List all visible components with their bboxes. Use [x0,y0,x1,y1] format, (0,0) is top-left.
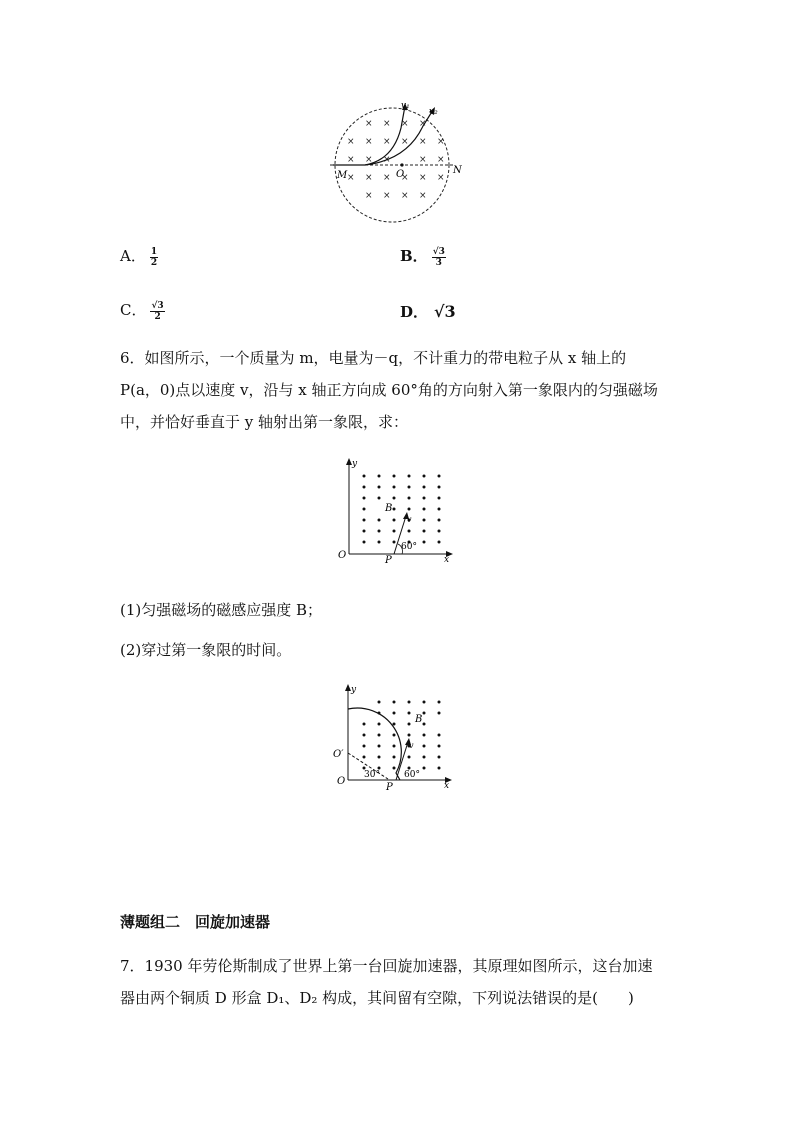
label-x: x [444,781,450,791]
field-dot [363,486,366,489]
label-P: P [386,782,393,792]
field-dot [378,723,381,726]
field-dot [393,541,396,544]
cross-mark: × [401,137,409,147]
option-a-letter: A． [120,247,146,265]
section-title: 薄题组二 回旋加速器 [120,913,271,931]
option-b-letter: B． [400,247,428,265]
option-d[interactable] [400,302,456,322]
field-dot [363,508,366,511]
field-dot [423,756,426,759]
q7-line2: 器由两个铜质 D 形盒 D₁、D₂ 构成，其间留有空隙，下列说法错误的是( ) [120,989,634,1007]
field-dot [378,756,381,759]
field-dot [438,541,441,544]
field-dot [408,723,411,726]
field-dot [408,756,411,759]
label-angle: 60° [401,542,417,552]
cross-mark: × [437,173,445,183]
field-dot [363,756,366,759]
field-dot [408,475,411,478]
q6-sub2: (2)穿过第一象限的时间。 [120,641,292,659]
cross-mark: × [347,137,355,147]
field-dot [438,497,441,500]
field-dot [438,756,441,759]
label-angle-60: 60° [404,770,420,780]
label-v: v [409,741,414,750]
label-angle-30: 30° [364,770,380,780]
field-dot [393,767,396,770]
option-c-letter: C． [120,301,147,319]
option-d-letter: D． [400,303,429,321]
cross-mark: × [401,119,409,129]
cross-mark: × [437,137,445,147]
cross-mark: × [365,191,373,201]
field-dot [378,475,381,478]
field-dot [363,734,366,737]
cross-mark: × [419,155,427,165]
field-dot [423,519,426,522]
field-dot [438,745,441,748]
field-dot [408,712,411,715]
field-dot [408,497,411,500]
option-c-fraction: $\frac{√3}{2}$ [151,300,164,322]
field-dot [438,712,441,715]
label-B: B [385,503,393,514]
field-dot [378,745,381,748]
cross-mark: × [419,173,427,183]
cross-mark: × [383,191,391,201]
field-dot [393,508,396,511]
cross-mark: × [347,173,355,183]
option-d-value: √3 [434,302,456,321]
label-P: P [385,555,392,564]
field-dot [363,745,366,748]
field-dot [438,530,441,533]
field-dot [393,519,396,522]
cross-mark: × [383,173,391,183]
field-dot [423,767,426,770]
field-dot [408,734,411,737]
cross-mark: × [383,137,391,147]
field-dot [393,723,396,726]
q6-line2: P(a，0)点以速度 v，沿与 x 轴正方向成 60°角的方向射入第一象限内的匀强磁场 [120,381,658,399]
label-y: y [352,459,358,469]
field-dot [408,486,411,489]
field-dot [423,712,426,715]
field-dot [438,486,441,489]
field-dot [393,475,396,478]
field-dot [393,486,396,489]
label-v1: v₁ [401,101,410,111]
field-dot [363,530,366,533]
cross-mark: × [419,119,427,129]
q6-line1: 6．如图所示，一个质量为 m，电量为－q，不计重力的带电粒子从 x 轴上的 [120,349,627,367]
cross-mark: × [437,155,445,165]
field-dot [378,519,381,522]
label-v: v [407,515,412,524]
option-a[interactable] [120,246,158,268]
label-O: O [337,776,346,787]
label-O-prime: O′ [333,749,344,760]
field-dot [423,475,426,478]
field-dot [378,701,381,704]
label-N: N [453,165,462,176]
label-v2: v₂ [429,107,438,117]
cross-mark: × [401,191,409,201]
q6-sub1: (1)匀强磁场的磁感应强度 B； [120,601,323,619]
label-y: y [351,685,357,695]
field-dot [393,701,396,704]
figure-first-quadrant-field [334,456,459,564]
cross-mark: × [365,137,373,147]
cross-mark: × [419,191,427,201]
field-dot [378,497,381,500]
cross-mark: × [401,173,409,183]
field-dot [423,486,426,489]
q7-line1: 7．1930 年劳伦斯制成了世界上第一台回旋加速器，其原理如图所示，这台加速 [120,957,653,975]
field-dots [363,475,441,544]
field-dot [363,541,366,544]
field-dot [423,745,426,748]
field-dot [363,497,366,500]
field-dot [378,541,381,544]
field-dot [438,701,441,704]
q6-line3: 中，并恰好垂直于 y 轴射出第一象限，求： [120,413,409,431]
field-dot [408,701,411,704]
option-b-fraction: $\frac{√3}{3}$ [432,246,445,268]
field-dot [393,530,396,533]
field-dot [393,756,396,759]
label-O: O [338,550,347,561]
field-dot [393,734,396,737]
label-O: O [396,169,405,180]
field-dot [393,712,396,715]
field-dot [423,530,426,533]
center-point [400,163,403,166]
cross-mark: × [383,119,391,129]
field-dot [393,745,396,748]
field-dot [363,519,366,522]
cross-mark: × [419,137,427,147]
field-dot [363,475,366,478]
field-dot [423,723,426,726]
field-dot [423,497,426,500]
field-dot [438,475,441,478]
label-x: x [444,555,450,564]
field-dot [408,530,411,533]
cross-mark: × [365,119,373,129]
cross-mark: × [365,155,373,165]
field-dot [423,701,426,704]
field-dot [423,541,426,544]
field-dot [438,519,441,522]
field-dot [438,767,441,770]
field-dot [423,734,426,737]
field-dot [378,530,381,533]
option-b[interactable] [400,246,446,268]
label-M: M [337,170,348,181]
field-dot [423,508,426,511]
field-dot [363,723,366,726]
figure-solution-trajectory [330,682,460,792]
field-dot [408,508,411,511]
field-dot [378,734,381,737]
cross-mark: × [347,155,355,165]
field-dot [438,734,441,737]
cross-mark: × [383,155,391,165]
field-crosses [347,119,445,201]
field-dot [393,497,396,500]
field-dot [438,508,441,511]
option-c[interactable] [120,300,165,322]
cross-mark: × [365,173,373,183]
field-dot [378,486,381,489]
label-B: B [415,714,423,725]
option-a-fraction: $\frac{1}{2}$ [150,246,158,268]
figure-circular-field [325,98,470,223]
